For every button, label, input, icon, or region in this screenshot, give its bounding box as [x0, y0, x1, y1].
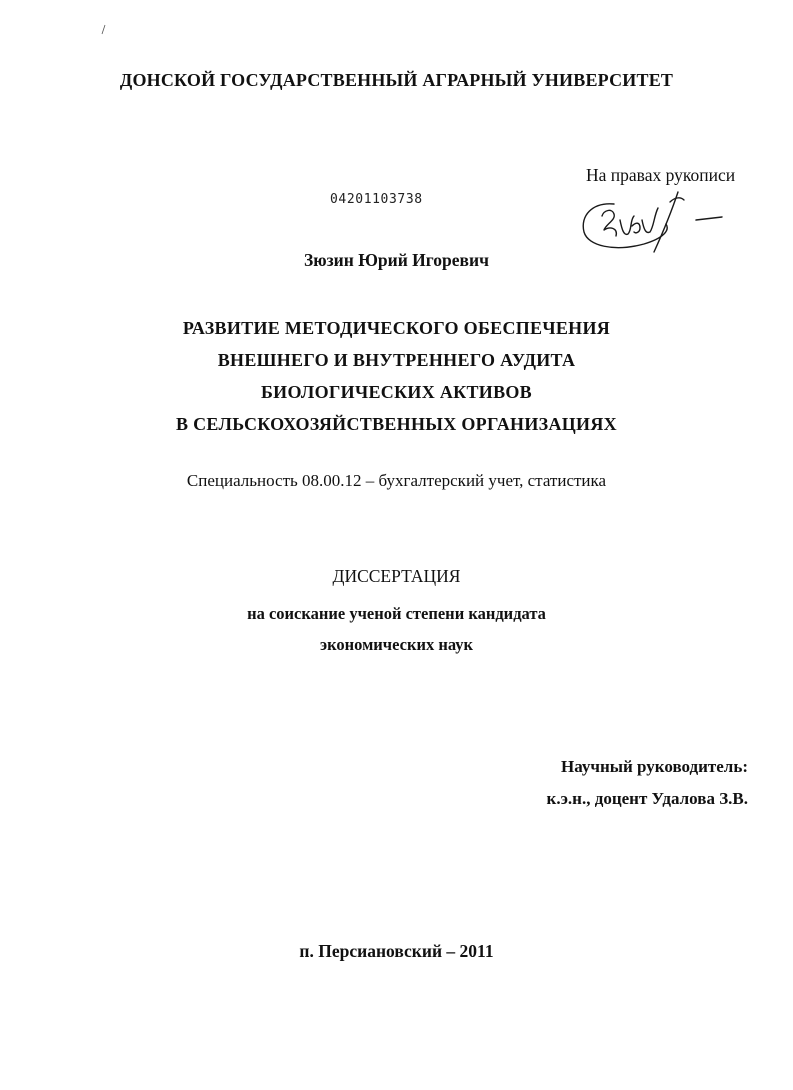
catalog-number: 04201103738 — [330, 192, 423, 207]
university-name: ДОНСКОЙ ГОСУДАРСТВЕННЫЙ АГРАРНЫЙ УНИВЕРСИТЕТ — [119, 70, 674, 90]
title-line: РАЗВИТИЕ МЕТОДИЧЕСКОГО ОБЕСПЕЧЕНИЯ — [182, 318, 611, 338]
advisor-label: Научный руководитель: — [561, 757, 748, 776]
author-name: Зюзин Юрий Игоревич — [304, 250, 489, 270]
specialty: Специальность 08.00.12 – бухгалтерский учет, статистика — [186, 471, 607, 490]
place-year: п. Персиановский – 2011 — [299, 941, 494, 961]
advisor-name: к.э.н., доцент Удалова З.В. — [546, 789, 748, 808]
degree-description — [0, 598, 793, 660]
author-signature — [574, 186, 734, 256]
scan-mark — [98, 22, 108, 36]
document-type: ДИССЕРТАЦИЯ — [332, 566, 461, 586]
dissertation-title — [0, 312, 793, 440]
title-line: БИОЛОГИЧЕСКИХ АКТИВОВ — [260, 382, 532, 402]
title-line: В СЕЛЬСКОХОЗЯЙСТВЕННЫХ ОРГАНИЗАЦИЯХ — [176, 414, 617, 434]
degree-line: экономических наук — [319, 635, 474, 654]
title-line: ВНЕШНЕГО И ВНУТРЕННЕГО АУДИТА — [217, 350, 576, 370]
manuscript-rights-note: На правах рукописи — [586, 165, 736, 185]
degree-line: на соискание ученой степени кандидата — [247, 604, 546, 623]
